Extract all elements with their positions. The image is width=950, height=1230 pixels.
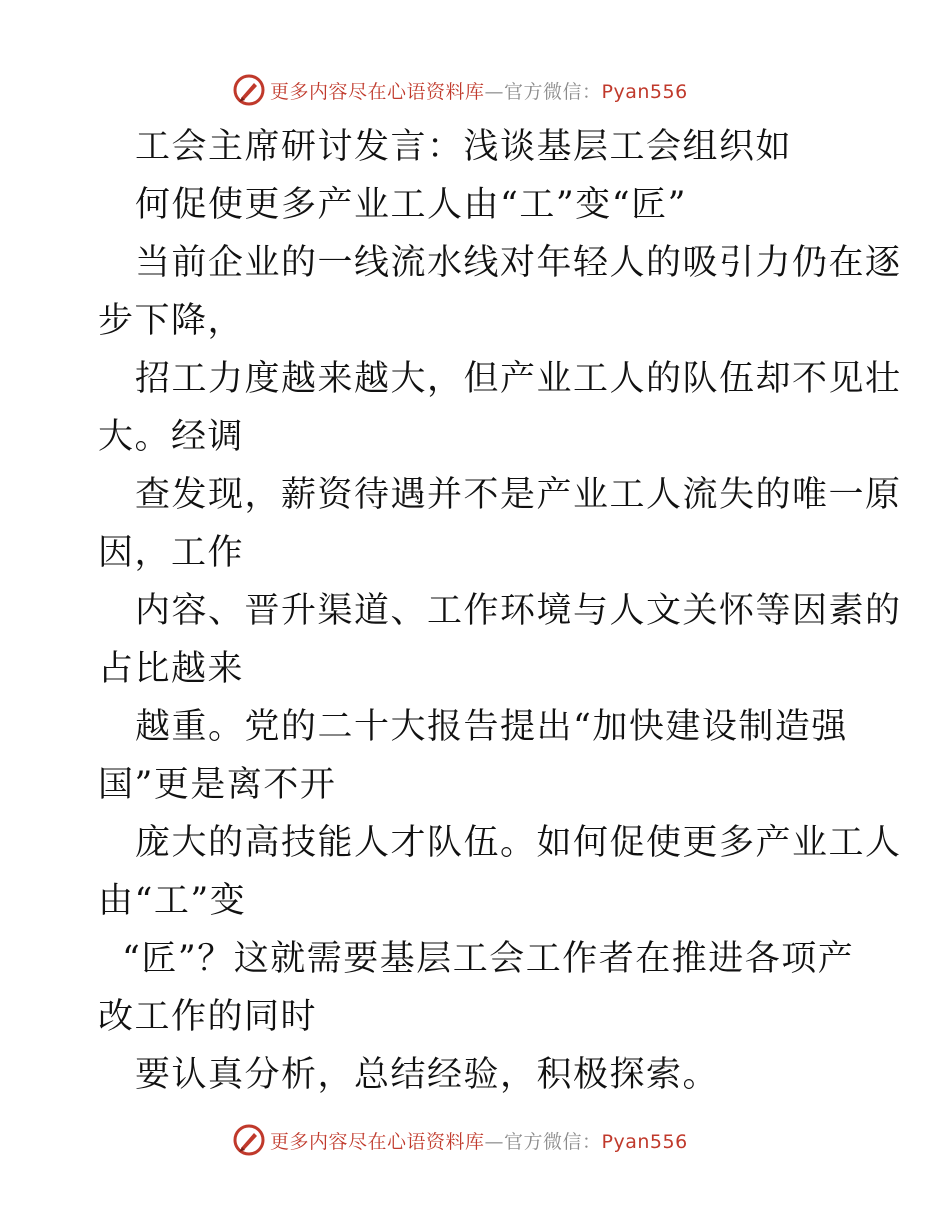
text-line: 步下降， bbox=[98, 301, 245, 341]
pen-logo-icon bbox=[232, 1123, 266, 1157]
watermark-text: 更多内容尽在心语资料库—官方微信：Pyan556 bbox=[270, 1130, 688, 1153]
title-line-2: 何促使更多产业工人由“工”变“匠” bbox=[135, 185, 688, 225]
text-line: 越重。党的二十大报告提出“加快建设制造强 bbox=[135, 707, 848, 747]
text-line: “匠”？这就需要基层工会工作者在推进各项产 bbox=[122, 939, 855, 979]
text-line: 改工作的同时 bbox=[98, 997, 318, 1037]
text-line: 大。经调 bbox=[98, 417, 245, 457]
watermark-text: 更多内容尽在心语资料库—官方微信：Pyan556 bbox=[270, 80, 688, 103]
text-line: 当前企业的一线流水线对年轻人的吸引力仍在逐 bbox=[135, 243, 902, 283]
text-line: 占比越来 bbox=[98, 649, 245, 689]
title-line-1: 工会主席研讨发言：浅谈基层工会组织如 bbox=[135, 127, 793, 167]
header-watermark bbox=[232, 72, 688, 108]
document-body bbox=[98, 118, 902, 1104]
text-line: 查发现，薪资待遇并不是产业工人流失的唯一原 bbox=[135, 475, 902, 515]
text-line: 内容、晋升渠道、工作环境与人文关怀等因素的 bbox=[135, 591, 902, 631]
text-line: 由“工”变 bbox=[98, 881, 247, 921]
pen-logo-icon bbox=[232, 73, 266, 107]
footer-watermark bbox=[232, 1122, 688, 1158]
text-line: 要认真分析，总结经验，积极探索。 bbox=[135, 1055, 720, 1095]
text-line: 庞大的高技能人才队伍。如何促使更多产业工人 bbox=[135, 823, 902, 863]
text-line: 招工力度越来越大，但产业工人的队伍却不见壮 bbox=[135, 359, 902, 399]
text-line: 国”更是离不开 bbox=[98, 765, 337, 805]
text-line: 因，工作 bbox=[98, 533, 245, 573]
